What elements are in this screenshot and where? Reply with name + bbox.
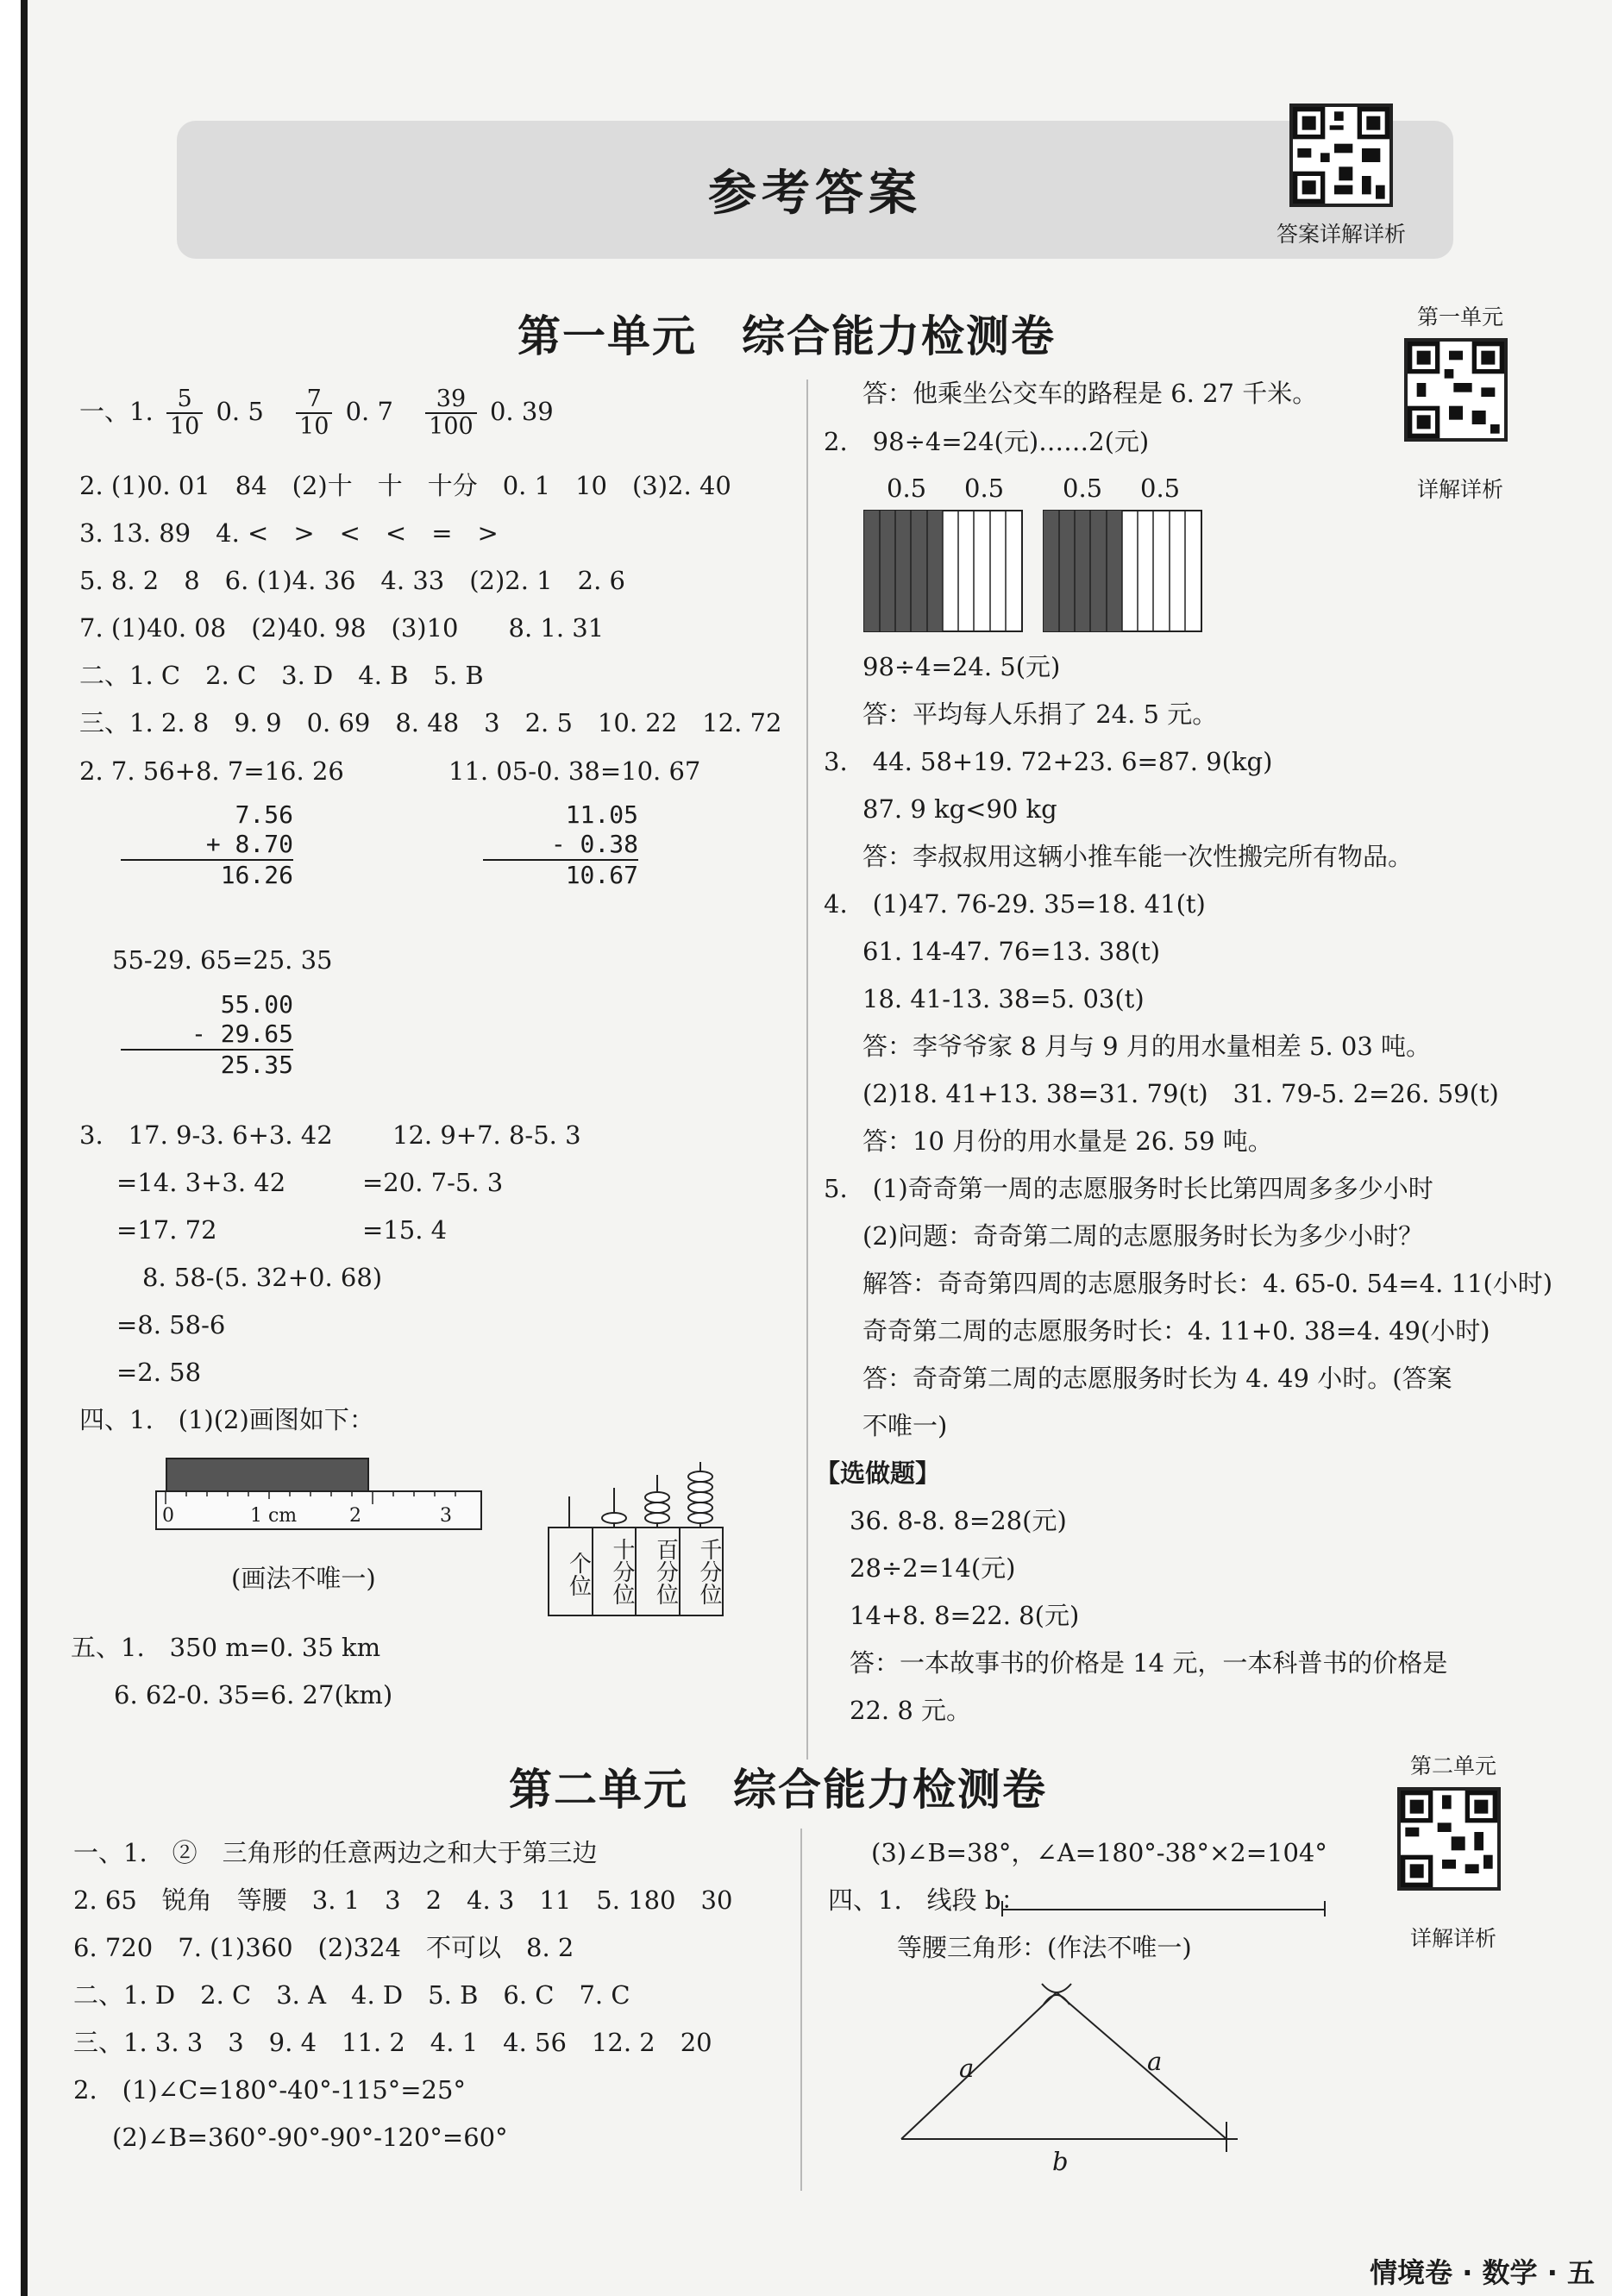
u1-right-line: 答：平均每人乐捐了 24. 5 元。 (862, 699, 1218, 729)
u1-right-line: 61. 14-47. 76=13. 38(t) (862, 937, 1161, 966)
u1-q3-row: =20. 7-5. 3 (362, 1168, 504, 1197)
u1-right-line: 22. 8 元。 (850, 1696, 972, 1725)
abacus-figure: 个位 十分位 百分位 千分位 (543, 1458, 724, 1613)
u2-left-line: 6. 720 7. (1)360 (2)324 不可以 8. 2 (73, 1933, 574, 1962)
unit1-qr-caption: 详解详析 (1416, 477, 1503, 502)
column-divider (806, 380, 808, 1760)
qr-caption: 答案详解详析 (1276, 222, 1406, 247)
u1-right-line: 4. (1)47. 76-29. 35=18. 41(t) (824, 889, 1206, 919)
u1-left-line: 三、1. 2. 8 9. 9 0. 69 8. 48 3 2. 5 10. 22 12. 72 (79, 708, 782, 737)
u1-q4: 四、1. (1)(2)画图如下： (79, 1405, 374, 1434)
page-footer: 情境卷 · 数学 · 五 (1370, 2256, 1595, 2289)
isosceles-triangle-figure: a a b (888, 1975, 1251, 2182)
u1-q3c: =8. 58-6 (116, 1310, 226, 1339)
u1-right-line: 答：李叔叔用这辆小推车能一次性搬完所有物品。 (862, 842, 1414, 871)
u1-q3-row: 3. 17. 9-3. 6+3. 42 (79, 1120, 333, 1150)
segment-b-line (1000, 1896, 1328, 1922)
u1-q1-line: 一、1. $\frac{5}{10}$ 0. 5 $\frac{7}{10}$ 0. 7 $\frac{39}{100}$ 0. 39 (79, 386, 554, 440)
u1-right-line: 不唯一) (862, 1411, 948, 1440)
u1-right-line: 答：奇奇第二周的志愿服务时长为 4. 49 小时。(答案 (862, 1364, 1452, 1393)
u2-right-line: (3)∠B=38°，∠A=180°-38°×2=104° (871, 1838, 1327, 1867)
u2-left-line: (2)∠B=360°-90°-90°-120°=60° (112, 2123, 508, 2152)
u1-q3c: 8. 58-(5. 32+0. 68) (142, 1263, 383, 1292)
u2-left-line: 一、1. ② 三角形的任意两边之和大于第三边 (73, 1838, 598, 1867)
vertical-calc-sub: 11.05 - 0.38 10.67 (483, 800, 638, 890)
ruler-note: (画法不唯一) (231, 1564, 376, 1593)
vertical-calc-sub2: 55.00 - 29.65 25.35 (121, 990, 293, 1080)
u1-q2a: 2. 7. 56+8. 7=16. 26 (79, 756, 344, 786)
u1-right-line: 36. 8-8. 8=28(元) (850, 1506, 1067, 1535)
unit2-qr-label: 第二单元 (1409, 1753, 1496, 1778)
u1-right-line: 3. 44. 58+19. 72+23. 6=87. 9(kg) (824, 747, 1273, 776)
u1-left-line: 二、1. C 2. C 3. D 4. B 5. B (79, 661, 484, 690)
u1-right-line: 答：一本故事书的价格是 14 元，一本科普书的价格是 (850, 1648, 1448, 1678)
u2-left-line: 二、1. D 2. C 3. A 4. D 5. B 6. C 7. C (73, 1980, 630, 2010)
u1-q2b: 11. 05-0. 38=10. 67 (448, 756, 701, 786)
u1-q3-row: 12. 9+7. 8-5. 3 (392, 1120, 581, 1150)
u1-right-line: 98÷4=24. 5(元) (862, 652, 1061, 681)
u1-q2c: 55-29. 65=25. 35 (112, 945, 333, 975)
u1-q3-row: =14. 3+3. 42 (116, 1168, 286, 1197)
u1-q3c: =2. 58 (116, 1358, 202, 1387)
u1-right-line: 14+8. 8=22. 8(元) (850, 1601, 1080, 1630)
unit2-qr-caption: 详解详析 (1409, 1926, 1496, 1951)
u2-left-line: 三、1. 3. 3 3 9. 4 11. 2 4. 1 4. 56 12. 2 20 (73, 2028, 712, 2057)
vertical-calc-add: 7.56 + 8.70 16.26 (121, 800, 293, 890)
u1-left-line: 7. (1)40. 08 (2)40. 98 (3)10 8. 1. 31 (79, 613, 605, 643)
u2-left-line: 2. (1)∠C=180°-40°-115°=25° (73, 2075, 466, 2105)
u1-right-line: 28÷2=14(元) (850, 1553, 1016, 1583)
ruler-figure: 0 1 cm 2 3 (155, 1458, 483, 1544)
unit2-qr-code-icon[interactable] (1397, 1787, 1501, 1891)
u1-q5: 五、1. 350 m=0. 35 km (71, 1633, 381, 1662)
u1-left-line: 3. 13. 89 4. < > < < = > (79, 518, 499, 548)
unit2-title: 第二单元 综合能力检测卷 (509, 1765, 1047, 1815)
u2-left-line: 2. 65 锐角 等腰 3. 1 3 2 4. 3 11 5. 180 30 (73, 1885, 733, 1915)
fraction: $\frac{39}{100}$ (425, 386, 477, 440)
u1-left-line: 2. (1)0. 01 84 (2)十 十 十分 0. 1 10 (3)2. 40 (79, 471, 731, 500)
unit1-qr-code-icon[interactable] (1404, 338, 1508, 442)
u2-right-line: 四、1. 线段 b： (828, 1885, 1026, 1915)
optional-section-heading: 【选做题】 (815, 1459, 941, 1488)
page-edge (0, 0, 29, 2296)
u2-right-line: 等腰三角形：(作法不唯一) (897, 1933, 1192, 1962)
u1-q3-row: =15. 4 (362, 1215, 448, 1245)
unit1-qr-label: 第一单元 (1416, 304, 1503, 329)
page-title: 参考答案 (708, 165, 922, 222)
u1-right-line: 解答：奇奇第四周的志愿服务时长：4. 65-0. 54=4. 11(小时) (862, 1269, 1553, 1298)
u1-right-line: (2)问题：奇奇第二周的志愿服务时长为多少小时？ (862, 1221, 1424, 1251)
u1-right-line: (2)18. 41+13. 38=31. 79(t) 31. 79-5. 2=26. 59(t) (862, 1079, 1499, 1108)
u1-right-line: 答：10 月份的用水量是 26. 59 吨。 (862, 1126, 1273, 1156)
u1-right-line: 答：他乘坐公交车的路程是 6. 27 千米。 (862, 379, 1318, 408)
column-divider-2 (800, 1829, 802, 2191)
u1-left-line: 5. 8. 2 8 6. (1)4. 36 4. 33 (2)2. 1 2. 6 (79, 566, 625, 595)
fraction: $\frac{7}{10}$ (296, 386, 332, 440)
qr-code-icon[interactable] (1289, 104, 1393, 207)
u1-right-line: 奇奇第二周的志愿服务时长：4. 11+0. 38=4. 49(小时) (862, 1316, 1490, 1346)
decimal-bar-model: 0.5 0.5 0.5 0.5 (862, 473, 1225, 637)
unit1-title: 第一单元 综合能力检测卷 (517, 311, 1056, 361)
u1-right-line: 2. 98÷4=24(元)……2(元) (824, 427, 1150, 456)
u1-right-line: 87. 9 kg<90 kg (862, 794, 1057, 824)
u1-right-line: 5. (1)奇奇第一周的志愿服务时长比第四周多多少小时 (824, 1174, 1433, 1203)
u1-right-line: 答：李爷爷家 8 月与 9 月的用水量相差 5. 03 吨。 (862, 1032, 1432, 1061)
fraction: $\frac{5}{10}$ (166, 386, 203, 440)
u1-q5: 6. 62-0. 35=6. 27(km) (114, 1680, 393, 1709)
u1-right-line: 18. 41-13. 38=5. 03(t) (862, 984, 1145, 1013)
u1-q3-row: =17. 72 (116, 1215, 217, 1245)
